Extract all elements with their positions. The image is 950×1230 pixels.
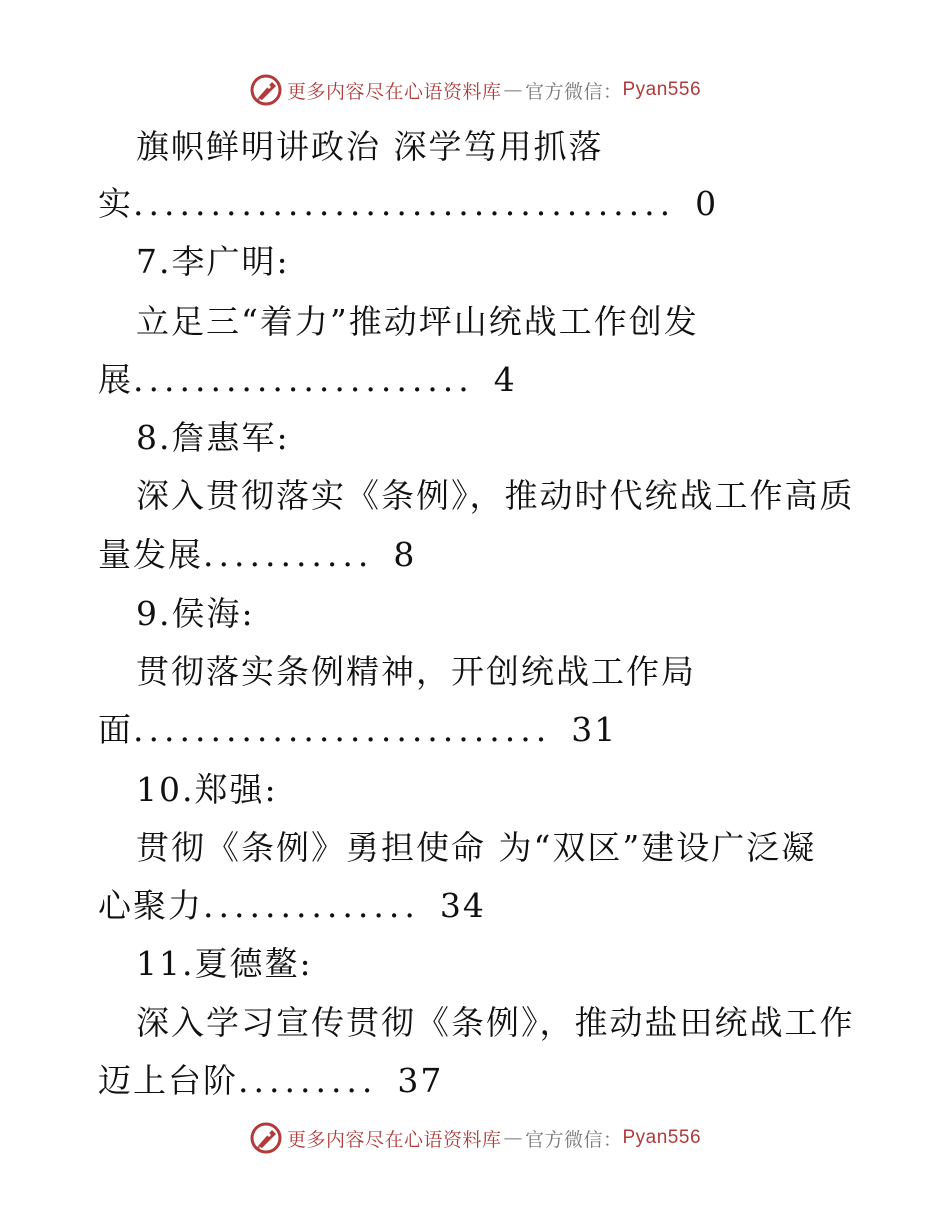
toc-entry-title-line [136, 125, 604, 169]
toc-entry-title-line [136, 826, 816, 870]
toc-entry-number: 10. [136, 770, 195, 809]
toc-entry-speaker-line [136, 768, 278, 812]
toc-dot-leader: ........................... [133, 710, 552, 749]
toc-entry-speaker: 郑强: [194, 770, 278, 809]
watermark-wechat-id: Pyan556 [622, 1127, 702, 1148]
toc-entry-title-line [136, 474, 855, 518]
watermark-wechat-id: Pyan556 [622, 79, 702, 100]
toc-page-number: 4 [493, 360, 517, 399]
toc-dot-leader: .............. [203, 886, 420, 925]
toc-entry-title: 深入学习宣传贯彻《条例》，推动盐田统战工作 [136, 1003, 855, 1042]
toc-page-number: 37 [397, 1061, 444, 1100]
toc-entry-speaker-line [136, 416, 290, 460]
toc-entry-speaker-line [136, 240, 290, 284]
toc-entry-leader-line [98, 1059, 443, 1103]
toc-entry-title-end: 实 [98, 184, 133, 223]
watermark-wechat-label: 官方微信： [524, 80, 623, 103]
header-watermark [0, 70, 950, 110]
pen-nib-logo-icon [249, 1121, 283, 1155]
toc-entry-title-end: 心聚力 [98, 886, 203, 925]
toc-entry-title: 贯彻《条例》勇担使命 为“双区”建设广泛凝 [136, 828, 817, 867]
toc-entry-speaker: 詹惠军: [171, 418, 290, 457]
toc-entry-title: 立足三“着力”推动坪山统战工作创发 [136, 302, 699, 341]
toc-entry-leader-line [98, 884, 486, 928]
watermark-dash: — [503, 79, 523, 101]
toc-entry-number: 11. [136, 944, 195, 983]
toc-entry-number: 8. [136, 418, 172, 457]
pen-nib-logo-icon [249, 73, 283, 107]
toc-dot-leader: ................................... [133, 184, 676, 223]
footer-watermark [0, 1118, 950, 1158]
toc-dot-leader: ......... [238, 1061, 378, 1100]
toc-page-number: 31 [571, 710, 618, 749]
watermark-wechat-label: 官方微信： [524, 1128, 623, 1151]
watermark-dash: — [503, 1127, 523, 1149]
toc-page-number: 0 [695, 184, 719, 223]
toc-entry-leader-line [98, 182, 718, 226]
toc-entry-title-end: 迈上台阶 [98, 1061, 238, 1100]
toc-entry-speaker-line [136, 942, 313, 986]
toc-dot-leader: ...................... [133, 360, 474, 399]
toc-entry-title-end: 展 [98, 360, 133, 399]
toc-entry-title-line [136, 1001, 855, 1045]
toc-entry-leader-line [98, 358, 517, 402]
toc-entry-leader-line [98, 533, 416, 577]
watermark-title: 更多内容尽在心语资料库 [286, 1128, 502, 1151]
toc-page-number: 8 [393, 535, 417, 574]
toc-entry-title-line [136, 650, 696, 694]
toc-entry-speaker: 夏德鳌: [194, 944, 313, 983]
toc-entry-number: 9. [136, 594, 172, 633]
toc-entry-title-end: 面 [98, 710, 133, 749]
toc-entry-title-line [136, 300, 699, 344]
toc-entry-speaker: 侯海: [171, 594, 255, 633]
toc-entry-title: 深入贯彻落实《条例》，推动时代统战工作高质 [136, 476, 855, 515]
toc-entry-speaker-line [136, 592, 255, 636]
toc-dot-leader: ........... [203, 535, 374, 574]
toc-entry-speaker: 李广明: [171, 242, 290, 281]
toc-entry-title-end: 量发展 [98, 535, 203, 574]
toc-page-number: 34 [439, 886, 486, 925]
toc-entry-number: 7. [136, 242, 172, 281]
watermark-title: 更多内容尽在心语资料库 [286, 80, 502, 103]
toc-entry-title: 贯彻落实条例精神，开创统战工作局 [136, 652, 696, 691]
toc-entry-leader-line [98, 708, 617, 752]
toc-entry-title: 旗帜鲜明讲政治 深学笃用抓落 [136, 127, 604, 166]
